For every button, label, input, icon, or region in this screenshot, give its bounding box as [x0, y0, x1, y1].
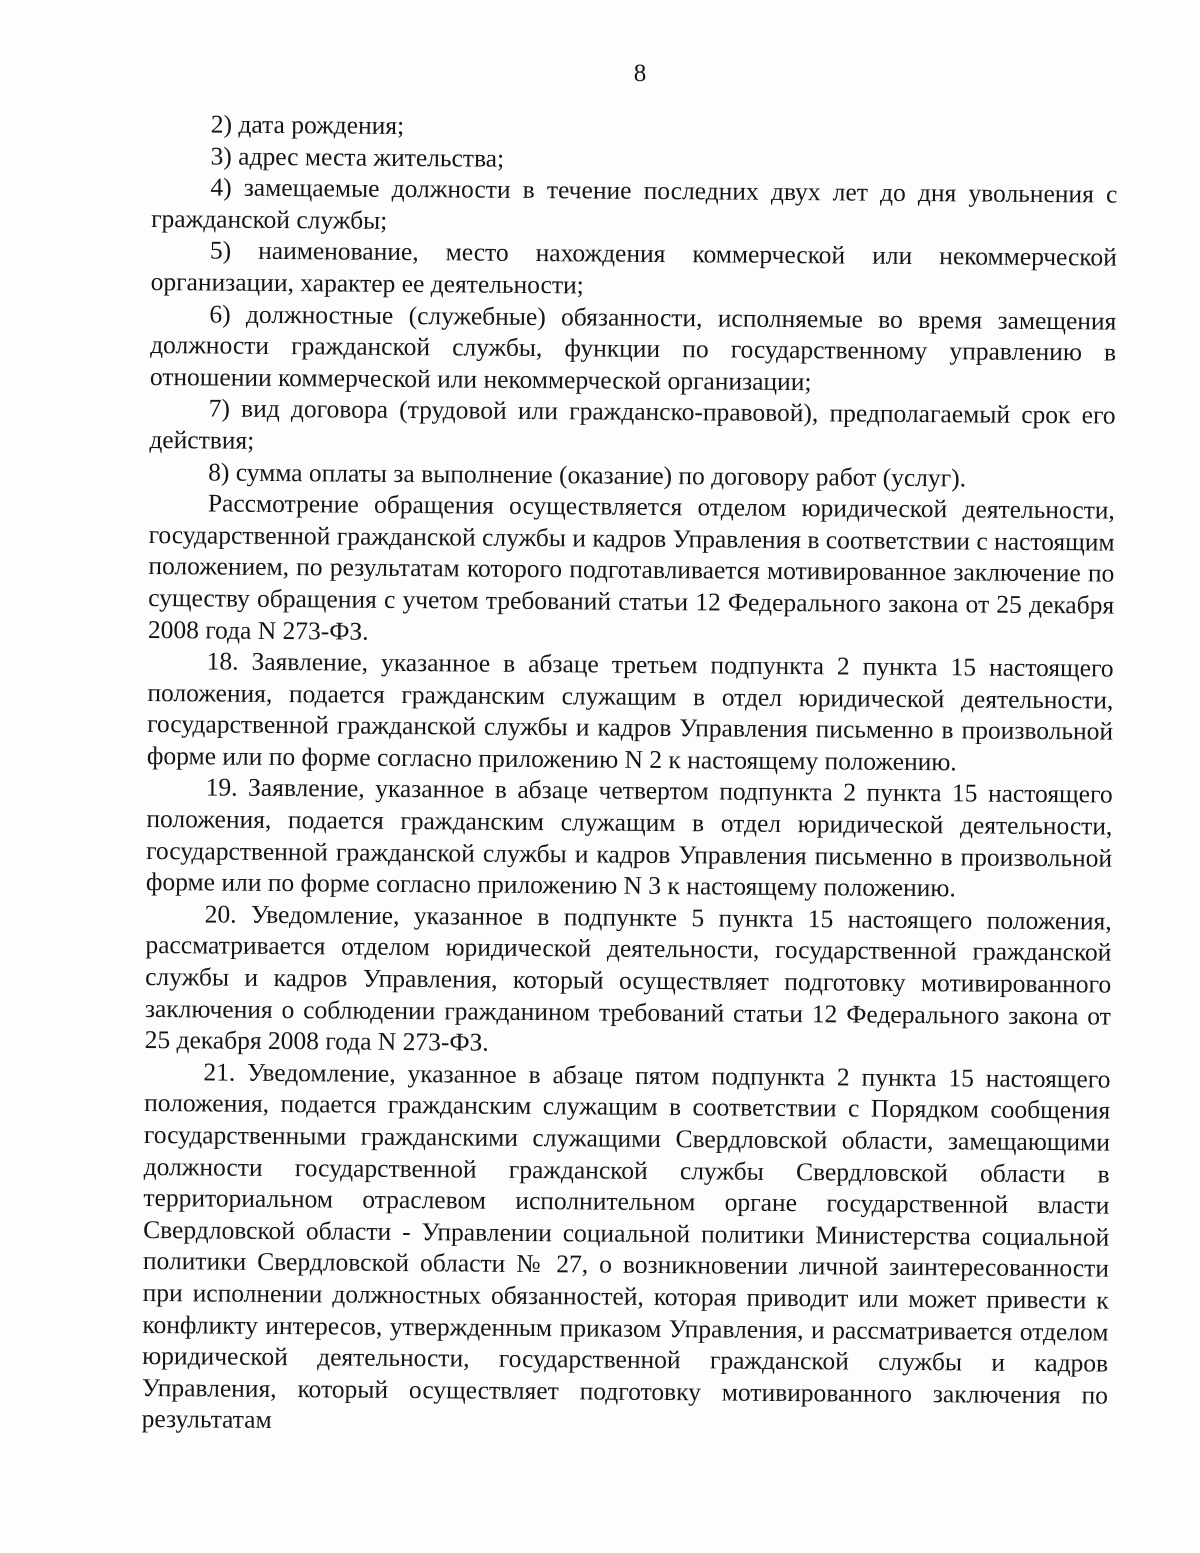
list-item-contract-type: 7) вид договора (трудовой или гражданско-правовой), предполагаемый срок его действия;: [149, 393, 1116, 455]
document-body: [142, 108, 1118, 1442]
list-item-birth-date: 2) дата рождения;: [210, 109, 405, 140]
page-number: 8: [633, 60, 647, 87]
paragraph-20: 20. Уведомление, указанное в подпункте 5 пункта 15 настоящего положения, рассматривается отделом юридической деятельности, государственной гражданской службы и кадров Управления, который осуществляет подготовку мотивированного заключения о соблюдении гражданином требований статьи 12 Федерального закона от 25 декабря 2008 года N 273-ФЗ.: [144, 899, 1112, 1057]
paragraph-18: 18. Заявление, указанное в абзаце третьем подпункта 2 пункта 15 настоящего положения, подается гражданским служащим в отдел юридической деятельности, государственной гражданской службы и кадров Управления письменно в произвольной форме или по форме согласно приложению N 2 к настоящему положению.: [146, 646, 1114, 777]
paragraph-19: 19. Заявление, указанное в абзаце четвертом подпункта 2 пункта 15 настоящего положения, подается гражданским служащим в отдел юридической деятельности, государственной гражданской службы и кадров Управления письменно в произвольной форме или по форме согласно приложению N 3 к настоящему положению.: [145, 772, 1113, 903]
list-item-positions: 4) замещаемые должности в течение последних двух лет до дня увольнения с гражданской службы;: [151, 172, 1118, 235]
list-item-organization: 5) наименование, место нахождения коммерческой или некоммерческой организации, характер ее деятельности;: [150, 235, 1117, 300]
list-item-duties: 6) должностные (служебные) обязанности, исполняемые во время замещения должности гражданской службы, функции по государственному управлению в отношении коммерческой или некоммерческой организации;: [149, 299, 1117, 396]
list-item-payment: 8) сумма оплаты за выполнение (оказание) по договору работ (услуг).: [208, 456, 967, 492]
list-item-address: 3) адрес места жительства;: [210, 141, 505, 173]
paragraph-21: 21. Уведомление, указанное в абзаце пятом подпункта 2 пункта 15 настоящего положения, подается гражданским служащим в соответствии с Порядком сообщения государственными гражданскими служащими Свердловской области, замещающими должности государственной гражданской службы Свердловской области в территориальном отраслевом исполнительном органе государственной власти Свердловской области - Управлении социальной политики Министерства социальной политики Свердловской области № 27, о возникновении личной заинтересованности при исполнении должностных обязанностей, которая приводит или может привести к конфликту интересов, утвержденным приказом Управления, и рассматривается отделом юридической деятельности, государственной гражданской службы и кадров Управления, который осуществляет подготовку мотивированного заключения по результатам: [141, 1057, 1111, 1435]
paragraph-review: Рассмотрение обращения осуществляется отделом юридической деятельности, государственной гражданской службы и кадров Управления в соответствии с настоящим положением, по результатам которого подготавливается мотивированное заключение по существу обращения с учетом требований статьи 12 Федерального закона от 25 декабря 2008 года N 273-ФЗ.: [147, 488, 1115, 646]
